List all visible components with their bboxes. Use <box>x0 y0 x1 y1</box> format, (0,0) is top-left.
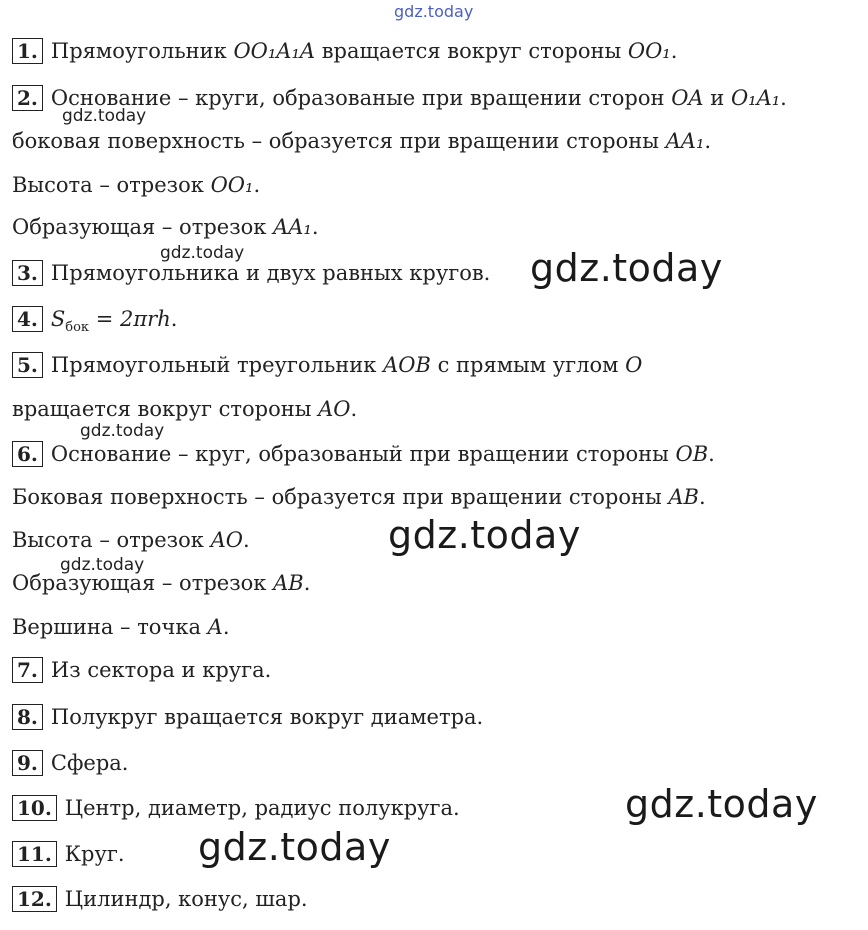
math: AO <box>210 528 243 552</box>
item-number: 11. <box>12 841 57 867</box>
text: Образующая – отрезок <box>12 571 274 595</box>
answer-10 <box>12 794 460 822</box>
item-number: 7. <box>12 657 43 683</box>
item-number: 10. <box>12 795 57 821</box>
subscript: бок <box>65 320 90 336</box>
text: Прямоугольный треугольник <box>50 353 384 377</box>
watermark-top: gdz.today <box>394 2 474 21</box>
answer-6-line-4 <box>12 569 310 597</box>
text: Высота – отрезок <box>12 528 211 552</box>
text: и <box>703 86 731 110</box>
watermark-small: gdz.today <box>60 555 145 575</box>
text: Цилиндр, конус, шар. <box>64 887 308 911</box>
text: . <box>253 173 261 197</box>
math: AO <box>318 397 351 421</box>
text: . <box>170 307 178 331</box>
math: O₁A₁ <box>730 86 781 110</box>
math: OA <box>671 86 704 110</box>
answer-5 <box>12 351 642 379</box>
text: Прямоугольника и двух равных кругов. <box>50 261 491 285</box>
answer-2-line-3 <box>12 171 260 199</box>
math: = 2πrh <box>89 307 171 331</box>
text: . <box>242 528 250 552</box>
answer-4 <box>12 305 177 342</box>
math: OO₁ <box>210 173 254 197</box>
text: . <box>704 129 712 153</box>
text: . <box>311 215 319 239</box>
answer-6-line-2 <box>12 483 706 511</box>
answer-2-line-4 <box>12 213 319 241</box>
text: Из сектора и круга. <box>50 658 272 682</box>
text: . <box>780 86 787 110</box>
answer-5-line-2 <box>12 395 357 423</box>
math: O <box>625 353 643 377</box>
text: . <box>708 442 715 466</box>
text: с прямым углом <box>430 353 626 377</box>
text: . <box>350 397 358 421</box>
math: S <box>50 307 66 331</box>
text: Боковая поверхность – образуется при вращении стороны <box>12 485 669 509</box>
text: . <box>699 485 706 509</box>
watermark-small: gdz.today <box>160 243 245 263</box>
watermark-small: gdz.today <box>80 421 165 441</box>
math: AA₁ <box>665 129 705 153</box>
answer-2-line-2 <box>12 127 711 155</box>
math: AB <box>668 485 699 509</box>
item-number: 4. <box>12 306 43 332</box>
text: Центр, диаметр, радиус полукруга. <box>64 796 460 820</box>
text: Круг. <box>64 842 125 866</box>
text: Основание – круги, образованые при вращении сторон <box>50 86 672 110</box>
text: вращается вокруг стороны <box>12 397 319 421</box>
item-number: 8. <box>12 704 43 730</box>
answer-9 <box>12 749 128 777</box>
watermark-large: gdz.today <box>388 513 581 557</box>
item-number: 6. <box>12 441 43 467</box>
answer-8 <box>12 703 483 731</box>
math: OO₁A₁A <box>233 39 316 63</box>
item-number: 12. <box>12 886 57 912</box>
text: Высота – отрезок <box>12 173 211 197</box>
math: A <box>207 615 223 639</box>
watermark-large: gdz.today <box>625 782 818 826</box>
answer-6-line-5 <box>12 613 230 641</box>
answer-3 <box>12 259 490 287</box>
answer-11 <box>12 840 125 868</box>
math: OB <box>675 442 709 466</box>
math: AB <box>273 571 304 595</box>
math: AA₁ <box>273 215 312 239</box>
text: Прямоугольник <box>50 39 234 63</box>
item-number: 1. <box>12 38 43 64</box>
item-number: 5. <box>12 352 43 378</box>
text: вращается вокруг стороны <box>315 39 628 63</box>
watermark-small: gdz.today <box>62 106 147 126</box>
answer-12 <box>12 885 308 913</box>
text: . <box>670 39 678 63</box>
answer-6 <box>12 440 715 468</box>
text: Вершина – точка <box>12 615 208 639</box>
watermark-large: gdz.today <box>198 825 391 869</box>
item-number: 3. <box>12 260 43 286</box>
math: AOB <box>383 353 431 377</box>
item-number: 2. <box>12 85 43 111</box>
text: Сфера. <box>50 751 129 775</box>
text: Основание – круг, образованый при вращении стороны <box>50 442 676 466</box>
text: боковая поверхность – образуется при вращении стороны <box>12 129 666 153</box>
text: Образующая – отрезок <box>12 215 274 239</box>
math: OO₁ <box>627 39 671 63</box>
answer-1 <box>12 37 677 65</box>
watermark-large: gdz.today <box>530 246 723 290</box>
text: . <box>303 571 311 595</box>
text: . <box>222 615 230 639</box>
item-number: 9. <box>12 750 43 776</box>
answer-7 <box>12 656 271 684</box>
answer-6-line-3 <box>12 526 250 554</box>
text: Полукруг вращается вокруг диаметра. <box>50 705 484 729</box>
